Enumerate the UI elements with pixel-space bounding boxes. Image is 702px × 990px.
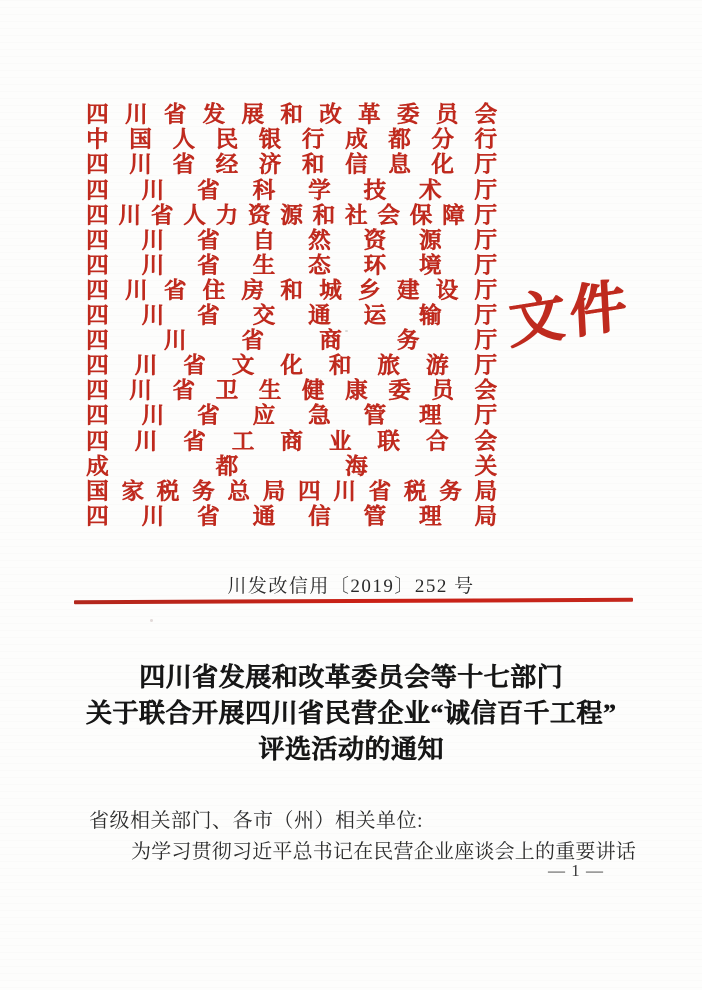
page-number: — 1 — — [548, 861, 604, 880]
agency-name-row: 四 川 省 生 态 环 境 厅 — [86, 252, 497, 278]
agency-name-row: 成 都 海 关 — [86, 453, 497, 479]
agency-name-row: 四 川 省 发 展 和 改 革 委 员 会 — [86, 102, 497, 128]
title-line-1: 四川省发展和改革委员会等十七部门 — [138, 663, 563, 692]
title-line-2: 关于联合开展四川省民营企业“诚信百千工程” — [85, 699, 617, 728]
document-reference-number: 川发改信用〔2019〕252 号 — [227, 576, 475, 597]
agency-name-row: 四 川 省 应 急 管 理 厅 — [86, 403, 497, 429]
agency-name-row: 四 川 省 经 济 和 信 息 化 厅 — [86, 152, 497, 178]
agency-name-row: 四 川 省 工 商 业 联 合 会 — [86, 428, 497, 454]
agency-name-row: 国 家 税 务 总 局 四 川 省 税 务 局 — [86, 478, 497, 504]
document-title — [0, 660, 702, 768]
scan-speckle — [345, 330, 348, 332]
title-line-3: 评选活动的通知 — [258, 735, 444, 764]
agency-name-row: 四 川 省 科 学 技 术 厅 — [86, 177, 497, 203]
red-separator-line — [74, 598, 633, 604]
agency-name-row: 四 川 省 卫 生 健 康 委 员 会 — [86, 378, 497, 404]
document-stamp-label: 文件 — [506, 273, 633, 357]
scan-speckle — [214, 247, 216, 249]
issuing-agencies-header — [86, 103, 497, 530]
body-paragraph-first-line: 为学习贯彻习近平总书记在民营企业座谈会上的重要讲话 — [131, 841, 636, 863]
salutation-line: 省级相关部门、各市（州）相关单位: — [89, 810, 424, 832]
agency-name-row: 四 川 省 自 然 资 源 厅 — [86, 227, 497, 253]
scan-speckle — [150, 619, 153, 622]
agency-name-row: 四 川 省 商 务 厅 — [86, 328, 497, 354]
agency-name-row: 四 川 省 住 房 和 城 乡 建 设 厅 — [86, 277, 497, 303]
agency-name-row: 四 川 省 人 力 资 源 和 社 会 保 障 厅 — [86, 202, 497, 228]
agency-name-row: 四 川 省 通 信 管 理 局 — [86, 503, 497, 529]
agency-name-row: 中 国 人 民 银 行 成 都 分 行 — [86, 127, 497, 153]
agency-name-row: 四 川 省 交 通 运 输 厅 — [86, 303, 497, 329]
agency-name-row: 四 川 省 文 化 和 旅 游 厅 — [86, 353, 497, 379]
